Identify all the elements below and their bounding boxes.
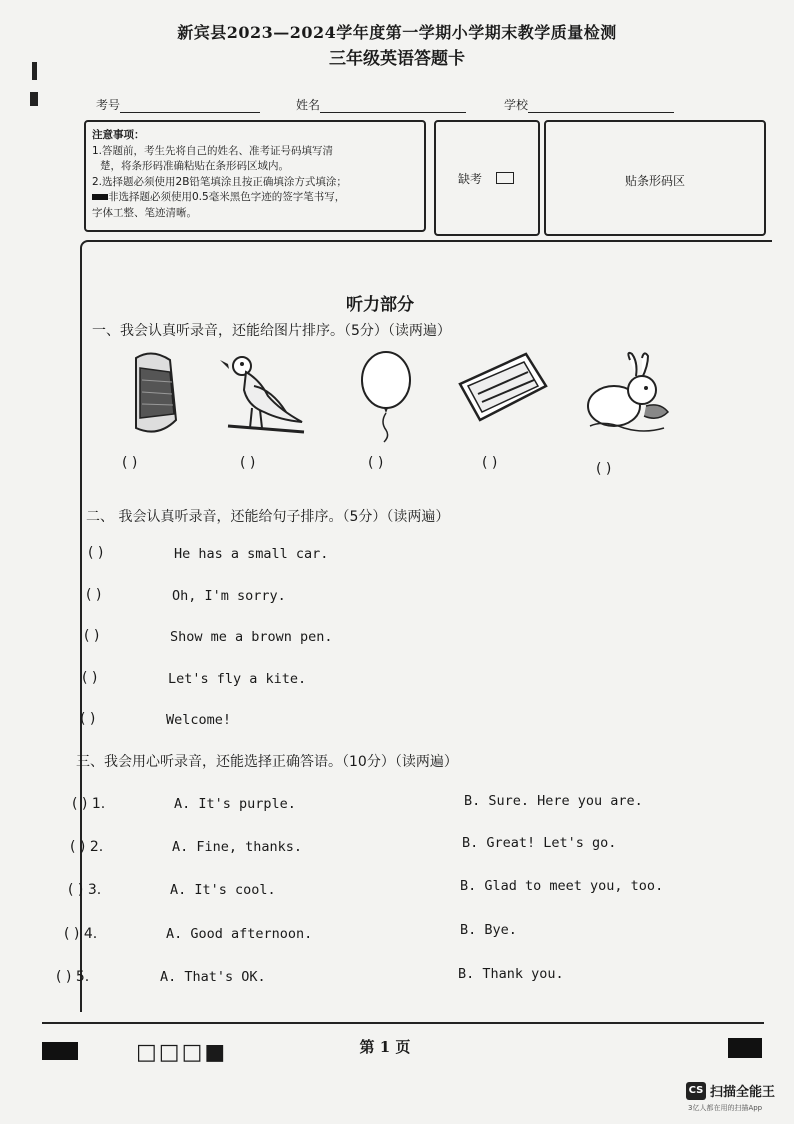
scan-mark	[32, 62, 37, 80]
q3-option-b: B. Glad to meet you, too.	[460, 878, 664, 894]
q3-answer-3[interactable]: ( ) 3.	[68, 882, 102, 898]
absent-checkbox[interactable]	[496, 172, 514, 184]
q2-title: 二、 我会认真听录音，还能给句子排序。（5分）（读两遍）	[86, 509, 450, 525]
school-label: 学校	[504, 98, 529, 112]
section-title: 听力部分	[346, 295, 414, 315]
q3-option-a: A. Good afternoon.	[166, 926, 313, 942]
notice-line: 字体工整、笔迹清晰。	[92, 206, 197, 219]
scan-mark	[30, 92, 38, 106]
rabbit-icon	[584, 350, 676, 436]
notice-line: 1.答题前，考生先将自己的姓名、准考证号码填写清	[92, 144, 334, 157]
q2-answer-1[interactable]: ( )	[88, 545, 104, 561]
q1-answer-2[interactable]: ( )	[240, 455, 256, 471]
q3-option-b: B. Great! Let's go.	[462, 835, 617, 851]
name-label: 姓名	[296, 98, 321, 112]
pencil-box-icon	[118, 350, 188, 440]
footer-divider	[42, 1022, 764, 1024]
pencil-case-icon	[456, 350, 550, 430]
q3-option-a: A. That's OK.	[160, 969, 266, 985]
notice-line: 楚，将条形码准确粘贴在条形码区域内。	[100, 160, 289, 172]
q2-answer-5[interactable]: ( )	[80, 711, 96, 727]
exam-subtitle: 三年级英语答题卡	[329, 49, 465, 69]
q1-answer-1[interactable]: ( )	[122, 455, 138, 471]
q3-option-a: A. It's cool.	[170, 882, 276, 898]
q2-answer-3[interactable]: ( )	[84, 628, 100, 644]
redaction-bar	[92, 194, 108, 200]
balloon-icon	[356, 350, 416, 444]
q3-answer-5[interactable]: ( ) 5.	[56, 969, 90, 985]
q2-sentence: Let's fly a kite.	[168, 671, 307, 687]
page-number: 第 1 页	[359, 1038, 411, 1056]
notice-heading: 注意事项：	[92, 129, 145, 141]
q1-answer-3[interactable]: ( )	[368, 455, 384, 471]
camscanner-name: 扫描全能王	[710, 1085, 776, 1100]
bird-icon	[220, 350, 310, 440]
q2-sentence: He has a small car.	[174, 546, 329, 562]
exam-no-label: 考号	[96, 98, 121, 112]
q2-answer-4[interactable]: ( )	[82, 670, 98, 686]
notice-line: 2.选择题必须使用2B铅笔填涂且按正确填涂方式填涂；	[92, 175, 347, 188]
barcode-area	[544, 120, 766, 236]
q1-answer-5[interactable]: ( )	[596, 461, 612, 477]
page-marker-squares: □□□■	[136, 1040, 228, 1065]
name-line[interactable]	[320, 102, 466, 113]
camscanner-logo: CS	[686, 1082, 706, 1100]
q3-option-a: A. Fine, thanks.	[172, 839, 303, 855]
notice-box	[84, 120, 426, 232]
q3-title: 三、我会用心听录音，还能选择正确答语。（10分）（读两遍）	[76, 754, 458, 770]
school-field	[504, 96, 674, 113]
q1-answer-4[interactable]: ( )	[482, 455, 498, 471]
absent-box	[434, 120, 540, 236]
q3-option-b: B. Sure. Here you are.	[464, 793, 643, 809]
name-field	[296, 96, 466, 113]
exam-title: 新宾县2023—2024学年度第一学期小学期末教学质量检测	[177, 23, 617, 42]
q3-answer-2[interactable]: ( ) 2.	[70, 839, 104, 855]
exam-no-field	[96, 96, 260, 113]
q3-option-b: B. Bye.	[460, 922, 517, 938]
school-line[interactable]	[528, 102, 674, 113]
notice-line: 非选择题必须使用0.5毫米黑色字迹的签字笔书写，	[108, 191, 346, 203]
q3-answer-1[interactable]: ( ) 1.	[72, 796, 106, 812]
q3-answer-4[interactable]: ( ) 4.	[64, 926, 98, 942]
q2-sentence: Show me a brown pen.	[170, 629, 333, 645]
q1-title: 一、我会认真听录音，还能给图片排序。（5分）（读两遍）	[92, 323, 451, 339]
q2-sentence: Welcome!	[166, 712, 232, 728]
q3-option-b: B. Thank you.	[458, 966, 564, 982]
q2-sentence: Oh, I'm sorry.	[172, 588, 286, 604]
q3-option-a: A. It's purple.	[174, 796, 296, 812]
barcode-label: 贴条形码区	[624, 174, 685, 188]
absent-label: 缺考	[458, 172, 483, 186]
exam-no-line[interactable]	[120, 102, 260, 113]
q2-answer-2[interactable]: ( )	[86, 587, 102, 603]
camscanner-tagline: 3亿人都在用的扫描App	[688, 1104, 763, 1112]
